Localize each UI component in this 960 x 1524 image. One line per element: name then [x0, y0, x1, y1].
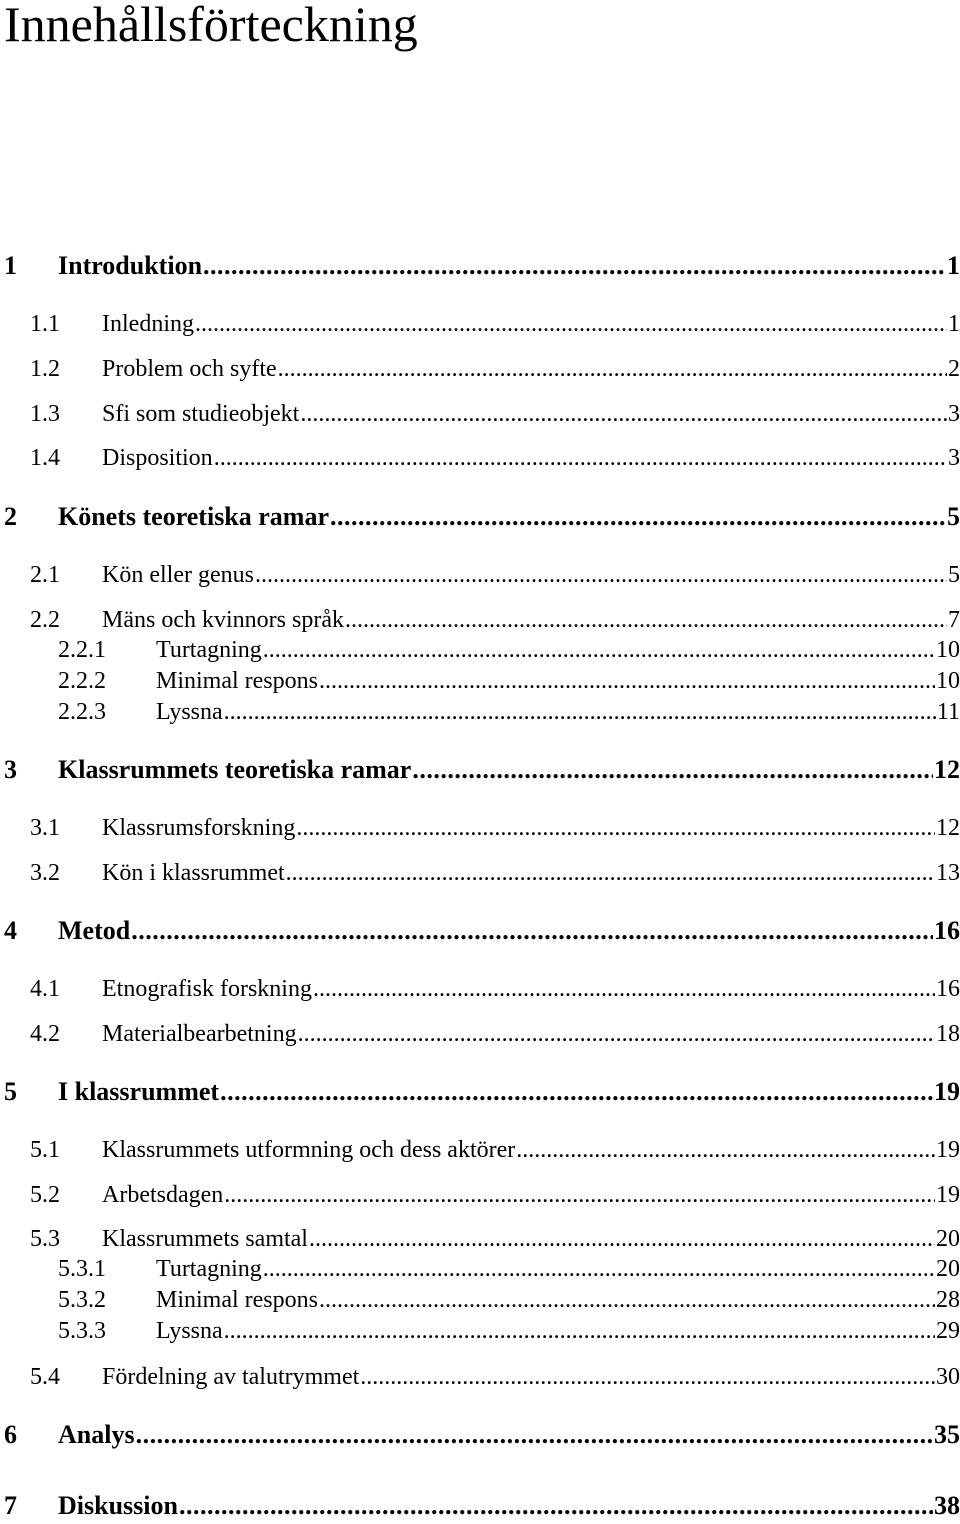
toc-page-number: 28: [936, 1287, 960, 1313]
toc-entry-label: Minimal respons: [156, 1287, 318, 1313]
toc-entry-label: Turtagning: [156, 637, 262, 663]
toc-entry-line: [58, 501, 960, 533]
toc-entry-line: [102, 1018, 960, 1050]
toc-entry-line: [102, 308, 960, 340]
toc-entry-line: [102, 442, 960, 474]
toc-entry-5-4[interactable]: [0, 1361, 960, 1395]
toc-entry-label: Disposition: [102, 445, 213, 471]
toc-entry-2-2[interactable]: [0, 604, 960, 638]
toc-page-number: 10: [936, 668, 960, 694]
toc-entry-label: Analys: [58, 1420, 135, 1449]
toc-page-number: 20: [936, 1226, 960, 1252]
toc-entry-line: [58, 1419, 960, 1451]
toc-dot-leader: [224, 1316, 935, 1346]
toc-entry-line: [156, 697, 960, 727]
toc-entry-5-1[interactable]: [0, 1134, 960, 1168]
toc-entry-line: [102, 604, 960, 636]
toc-entry-7[interactable]: [0, 1490, 960, 1524]
toc-page-number: 7: [948, 607, 960, 633]
toc-page-number: 16: [934, 916, 960, 945]
toc-dot-leader: [330, 501, 946, 533]
page-title: Innehållsförteckning: [4, 0, 418, 52]
toc-entry-label: Kön eller genus: [102, 562, 254, 588]
toc-entry-line: [102, 857, 960, 889]
toc-entry-5-2[interactable]: [0, 1179, 960, 1213]
toc-entry-label: Minimal respons: [156, 668, 318, 694]
toc-entry-label: Kön i klassrummet: [102, 860, 285, 886]
toc-entry-5-3-3[interactable]: [0, 1316, 960, 1350]
toc-entry-5-3[interactable]: [0, 1223, 960, 1257]
toc-entry-label: Inledning: [102, 311, 194, 337]
toc-dot-leader: [224, 1179, 935, 1211]
toc-entry-number: 3.2: [30, 860, 60, 886]
toc-dot-leader: [278, 353, 947, 385]
toc-entry-4-1[interactable]: [0, 973, 960, 1007]
toc-entry-label: Metod: [58, 916, 131, 945]
toc-dot-leader: [298, 1018, 935, 1050]
toc-page-number: 12: [934, 755, 960, 784]
toc-entry-1-1[interactable]: [0, 308, 960, 342]
toc-dot-leader: [345, 604, 947, 636]
toc-entry-label: Turtagning: [156, 1256, 262, 1282]
toc-entry-line: [58, 754, 960, 786]
toc-dot-leader: [309, 1223, 935, 1255]
toc-entry-line: [102, 1134, 960, 1166]
toc-entry-line: [102, 1179, 960, 1211]
toc-entry-number: 1: [4, 251, 17, 280]
toc-page-number: 20: [936, 1256, 960, 1282]
toc-entry-label: Sfi som studieobjekt: [102, 401, 300, 427]
toc-entry-2-2-3[interactable]: [0, 697, 960, 731]
toc-dot-leader: [319, 1285, 935, 1315]
toc-entry-2-1[interactable]: [0, 559, 960, 593]
toc-entry-line: [156, 1254, 960, 1284]
toc-page-number: 16: [936, 976, 960, 1002]
toc-dot-leader: [263, 1254, 935, 1284]
toc-dot-leader: [313, 973, 935, 1005]
toc-dot-leader: [136, 1419, 933, 1451]
toc-page-number: 19: [936, 1137, 960, 1163]
toc-page-number: 2: [948, 356, 960, 382]
toc-page-number: 5: [948, 562, 960, 588]
toc-entry-label: Diskussion: [58, 1491, 178, 1520]
toc-entry-label: Klassrummets utformning och dess aktörer: [102, 1137, 516, 1163]
toc-entry-6[interactable]: [0, 1419, 960, 1453]
toc-entry-1-2[interactable]: [0, 353, 960, 387]
toc-entry-number: 4.1: [30, 976, 60, 1002]
toc-entry-number: 1.4: [30, 445, 60, 471]
toc-entry-number: 2: [4, 502, 17, 531]
toc-entry-label: Lyssna: [156, 1318, 223, 1344]
toc-entry-number: 2.2.1: [58, 637, 106, 663]
toc-entry-number: 5.4: [30, 1364, 60, 1390]
toc-entry-3-2[interactable]: [0, 857, 960, 891]
toc-entry-5-3-1[interactable]: [0, 1254, 960, 1288]
toc-page-number: 3: [948, 401, 960, 427]
toc-entry-label: Problem och syfte: [102, 356, 277, 382]
toc-entry-label: I klassrummet: [58, 1077, 220, 1106]
toc-entry-number: 5.3.2: [58, 1287, 106, 1313]
toc-entry-number: 7: [4, 1491, 17, 1520]
toc-dot-leader: [220, 1076, 933, 1108]
toc-entry-label: Fördelning av talutrymmet: [102, 1364, 360, 1390]
toc-entry-line: [156, 666, 960, 696]
toc-entry-line: [58, 915, 960, 947]
toc-entry-number: 5.3.3: [58, 1318, 106, 1344]
toc-entry-1-4[interactable]: [0, 442, 960, 476]
toc-dot-leader: [195, 308, 947, 340]
toc-page-number: 10: [936, 637, 960, 663]
toc-page-number: 5: [947, 502, 960, 531]
toc-page-number: 11: [936, 699, 960, 725]
toc-entry-number: 5.3.1: [58, 1256, 106, 1282]
toc-entry-line: [156, 1285, 960, 1315]
toc-entry-4-2[interactable]: [0, 1018, 960, 1052]
toc-entry-3-1[interactable]: [0, 812, 960, 846]
toc-dot-leader: [179, 1490, 933, 1522]
toc-entry-label: Klassrummets samtal: [102, 1226, 308, 1252]
toc-entry-2[interactable]: [0, 501, 960, 535]
toc-entry-line: [102, 812, 960, 844]
toc-entry-number: 1.3: [30, 401, 60, 427]
toc-dot-leader: [360, 1361, 935, 1393]
toc-page-number: 19: [934, 1077, 960, 1106]
toc-entry-number: 2.2.2: [58, 668, 106, 694]
toc-entry-label: Klassrumsforskning: [102, 815, 296, 841]
toc-entry-line: [156, 635, 960, 665]
toc-page-number: 18: [936, 1021, 960, 1047]
toc-dot-leader: [203, 250, 946, 282]
toc-entry-line: [102, 973, 960, 1005]
toc-entry-number: 1.1: [30, 311, 60, 337]
toc-entry-line: [102, 398, 960, 430]
toc-page-number: 13: [936, 860, 960, 886]
toc-entry-line: [58, 1076, 960, 1108]
toc-entry-number: 2.2.3: [58, 699, 106, 725]
toc-entry-number: 3.1: [30, 815, 60, 841]
toc-dot-leader: [263, 635, 935, 665]
toc-entry-label: Arbetsdagen: [102, 1182, 224, 1208]
toc-entry-line: [156, 1316, 960, 1346]
toc-dot-leader: [296, 812, 935, 844]
toc-entry-number: 4.2: [30, 1021, 60, 1047]
toc-entry-number: 5.2: [30, 1182, 60, 1208]
toc-entry-5[interactable]: [0, 1076, 960, 1110]
toc-page-number: 1: [947, 251, 960, 280]
toc-entry-number: 2.2: [30, 607, 60, 633]
toc-entry-label: Lyssna: [156, 699, 223, 725]
toc-entry-line: [102, 353, 960, 385]
toc-dot-leader: [516, 1134, 935, 1166]
toc-entry-label: Etnografisk forskning: [102, 976, 312, 1002]
toc-page-number: 30: [936, 1364, 960, 1390]
toc-entry-5-3-2[interactable]: [0, 1285, 960, 1319]
toc-entry-number: 6: [4, 1420, 17, 1449]
toc-dot-leader: [300, 398, 947, 430]
toc-page-number: 1: [948, 311, 960, 337]
toc-dot-leader: [214, 442, 947, 474]
toc-dot-leader: [255, 559, 947, 591]
toc-page-number: 19: [936, 1182, 960, 1208]
toc-page-number: 29: [936, 1318, 960, 1344]
toc-entry-number: 5: [4, 1077, 17, 1106]
toc-entry-line: [58, 1490, 960, 1522]
toc-entry-2-2-2[interactable]: [0, 666, 960, 700]
toc-entry-label: Klassrummets teoretiska ramar: [58, 755, 412, 784]
toc-entry-number: 5.1: [30, 1137, 60, 1163]
toc-entry-line: [102, 1361, 960, 1393]
toc-entry-number: 1.2: [30, 356, 60, 382]
toc-dot-leader: [319, 666, 935, 696]
toc-entry-label: Könets teoretiska ramar: [58, 502, 330, 531]
toc-page-number: 12: [936, 815, 960, 841]
toc-dot-leader: [286, 857, 935, 889]
toc-entry-number: 3: [4, 755, 17, 784]
toc-entry-1-3[interactable]: [0, 398, 960, 432]
toc-entry-label: Mäns och kvinnors språk: [102, 607, 344, 633]
toc-entry-4[interactable]: [0, 915, 960, 949]
toc-page-number: 35: [934, 1420, 960, 1449]
toc-page-number: 38: [934, 1491, 960, 1520]
toc-entry-line: [102, 559, 960, 591]
toc-entry-line: [102, 1223, 960, 1255]
toc-dot-leader: [131, 915, 933, 947]
toc-entry-number: 4: [4, 916, 17, 945]
toc-dot-leader: [412, 754, 933, 786]
toc-entry-line: [58, 250, 960, 282]
toc-entry-3[interactable]: [0, 754, 960, 788]
toc-entry-number: 5.3: [30, 1226, 60, 1252]
toc-page-number: 3: [948, 445, 960, 471]
toc-entry-2-2-1[interactable]: [0, 635, 960, 669]
toc-entry-label: Materialbearbetning: [102, 1021, 297, 1047]
toc-entry-label: Introduktion: [58, 251, 203, 280]
toc-entry-1[interactable]: [0, 250, 960, 284]
toc-dot-leader: [224, 697, 936, 727]
toc-entry-number: 2.1: [30, 562, 60, 588]
